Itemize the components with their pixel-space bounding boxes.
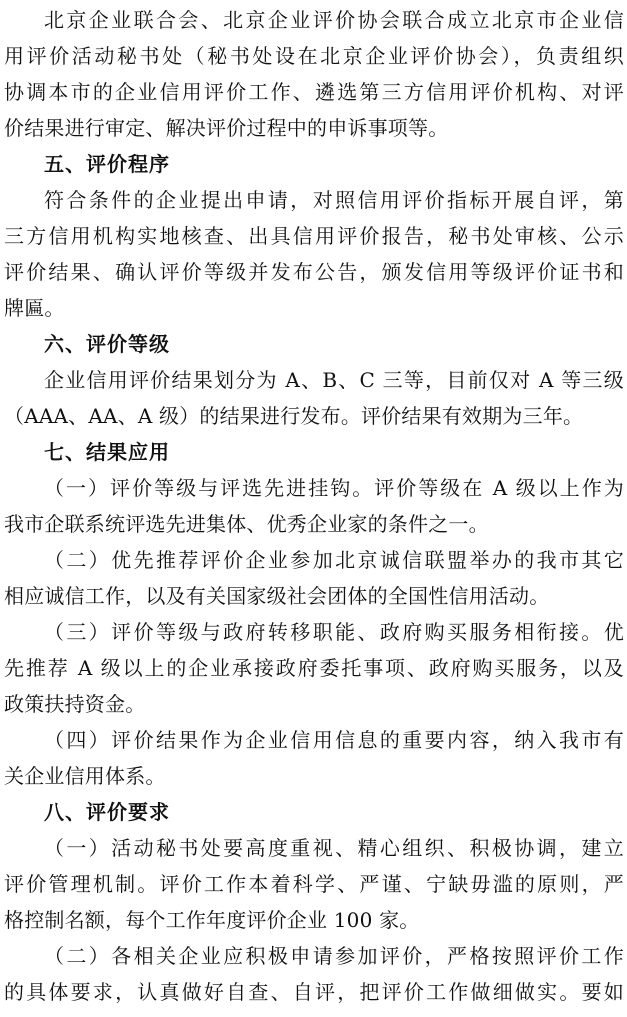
paragraph-line: （四）评价结果作为企业信用信息的重要内容，纳入我市有 [44, 728, 624, 752]
paragraph-line: （一）活动秘书处要高度重视、精心组织、积极协调，建立 [44, 836, 624, 860]
section-heading: 八、评价要求 [44, 800, 170, 824]
paragraph-line: 相应诚信工作，以及有关国家级社会团体的全国性信用活动。 [4, 584, 550, 608]
paragraph-line: 三方信用机构实地核查、出具信用评价报告，秘书处审核、公示 [4, 224, 624, 248]
paragraph-line: 价结果进行审定、解决评价过程中的申诉事项等。 [4, 116, 449, 140]
section-heading: 五、评价程序 [44, 152, 170, 176]
paragraph-line: 牌匾。 [4, 296, 65, 320]
paragraph-line: 格控制名额，每个工作年度评价企业 100 家。 [4, 908, 420, 932]
paragraph-line: 符合条件的企业提出申请，对照信用评价指标开展自评，第 [44, 188, 624, 212]
paragraph-line: 政策扶持资金。 [4, 692, 146, 716]
paragraph-line: 协调本市的企业信用评价工作、遴选第三方信用评价机构、对评 [4, 80, 624, 104]
paragraph-line: 企业信用评价结果划分为 A、B、C 三等，目前仅对 A 等三级 [44, 368, 624, 392]
section-heading: 七、结果应用 [44, 440, 170, 464]
paragraph-line: 用评价活动秘书处（秘书处设在北京企业评价协会），负责组织 [4, 44, 624, 68]
section-heading: 六、评价等级 [44, 332, 170, 356]
paragraph-line: 我市企联系统评选先进集体、优秀企业家的条件之一。 [4, 512, 489, 536]
paragraph-line: 北京企业联合会、北京企业评价协会联合成立北京市企业信 [44, 8, 624, 32]
paragraph-line: （二）优先推荐评价企业参加北京诚信联盟举办的我市其它 [44, 548, 624, 572]
paragraph-line: 评价管理机制。评价工作本着科学、严谨、宁缺毋滥的原则，严 [4, 872, 624, 896]
paragraph-line: （二）各相关企业应积极申请参加评价，严格按照评价工作 [44, 944, 624, 968]
paragraph-line: 评价结果、确认评价等级并发布公告，颁发信用等级评价证书和 [4, 260, 624, 284]
paragraph-line: 关企业信用体系。 [4, 764, 166, 788]
paragraph-line: （一）评价等级与评选先进挂钩。评价等级在 A 级以上作为 [44, 476, 624, 500]
paragraph-line: 的具体要求，认真做好自查、自评，把评价工作做细做实。要如 [4, 980, 624, 1004]
paragraph-line: 先推荐 A 级以上的企业承接政府委托事项、政府购买服务，以及 [4, 656, 624, 680]
paragraph-line: （三）评价等级与政府转移职能、政府购买服务相衔接。优 [44, 620, 624, 644]
paragraph-line: （AAA、AA、A 级）的结果进行发布。评价结果有效期为三年。 [4, 404, 584, 428]
